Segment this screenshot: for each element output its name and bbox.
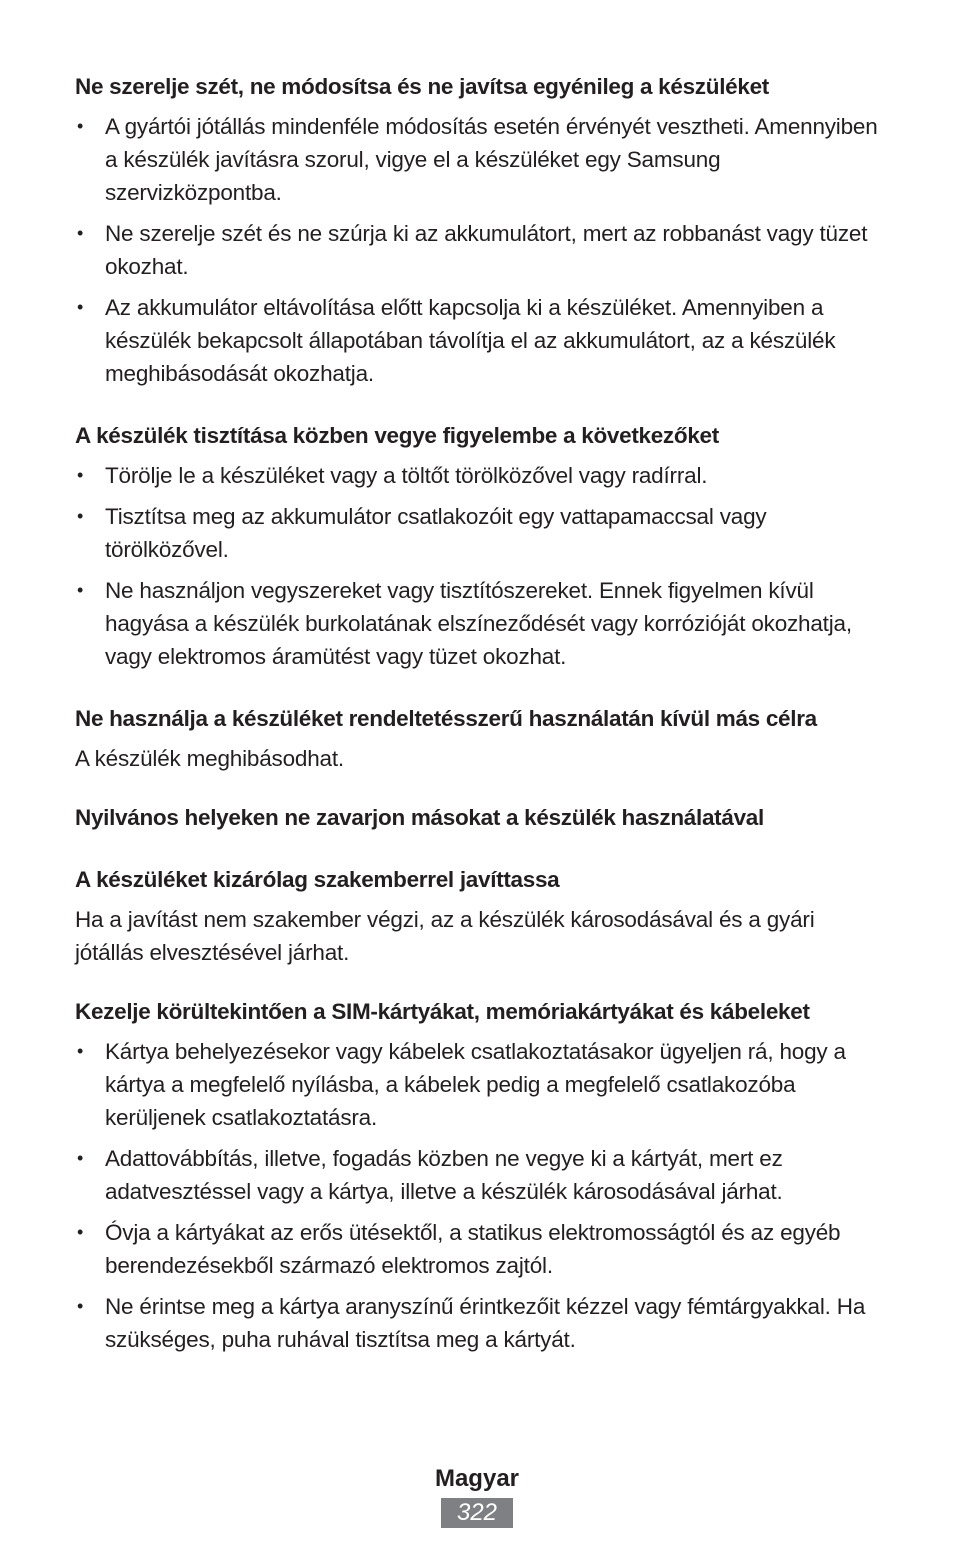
list-item [75, 291, 883, 390]
list-item [75, 459, 883, 492]
list-item [75, 500, 883, 566]
list-item-text: Adattovábbítás, illetve, fogadás közben ne vegye ki a kártyát, mert ez adatvesztéssel vagy a kártya, illetve a készülék károsodásával járhat. [105, 1146, 783, 1204]
list-item-text: Ne érintse meg a kártya aranyszínű érintkezőit kézzel vagy fémtárgyakkal. Ha szükséges, puha ruhával tisztítsa meg a kártyát. [105, 1294, 866, 1352]
list-item [75, 1142, 883, 1208]
list-item [75, 1035, 883, 1134]
section-heading: Ne használja a készüléket rendeltetésszerű használatán kívül más célra [75, 706, 817, 731]
section-intended-use [75, 702, 883, 775]
bullet-list [75, 110, 883, 390]
bullet-icon: • [76, 1296, 84, 1316]
section-heading: Nyilvános helyeken ne zavarjon másokat a készülék használatával [75, 805, 764, 830]
bullet-icon: • [76, 1222, 84, 1242]
section-cleaning [75, 419, 883, 673]
section-paragraph: A készülék meghibásodhat. [75, 746, 344, 771]
section-paragraph: Ha a javítást nem szakember végzi, az a készülék károsodásával és a gyári jótállás elvesztésével járhat. [75, 907, 815, 965]
section-heading: Ne szerelje szét, ne módosítsa és ne javítsa egyénileg a készüléket [75, 74, 769, 99]
section-heading: A készüléket kizárólag szakemberrel javíttassa [75, 867, 560, 892]
section-heading: A készülék tisztítása közben vegye figyelembe a következőket [75, 423, 719, 448]
bullet-icon: • [76, 223, 84, 243]
bullet-icon: • [76, 1148, 84, 1168]
list-item-text: Ne szerelje szét és ne szúrja ki az akkumulátort, mert az robbanást vagy tüzet okozhat. [105, 221, 868, 279]
list-item [75, 1216, 883, 1282]
section-disassembly [75, 70, 883, 390]
list-item [75, 574, 883, 673]
list-item-text: Az akkumulátor eltávolítása előtt kapcsolja ki a készüléket. Amennyiben a készülék bekapcsolt állapotában távolítja el az akkumulátort, az a készülék meghibásodását okozhatja. [105, 295, 836, 386]
list-item [75, 110, 883, 209]
section-heading: Kezelje körültekintően a SIM-kártyákat, memóriakártyákat és kábeleket [75, 999, 810, 1024]
section-sim-cards [75, 995, 883, 1356]
bullet-icon: • [76, 297, 84, 317]
list-item-text: Tisztítsa meg az akkumulátor csatlakozóit egy vattapamaccsal vagy törölközővel. [105, 504, 767, 562]
bullet-list [75, 459, 883, 673]
bullet-icon: • [76, 1041, 84, 1061]
list-item-text: Törölje le a készüléket vagy a töltőt törölközővel vagy radírral. [105, 463, 708, 488]
list-item-text: A gyártói jótállás mindenféle módosítás esetén érvényét vesztheti. Amennyiben a készülék javításra szorul, vigye el a készüléket egy Samsung szervizközpontba. [105, 114, 878, 205]
page-number: 322 [441, 1498, 513, 1528]
footer-language: Magyar [434, 1465, 520, 1492]
bullet-icon: • [76, 116, 84, 136]
section-repair [75, 863, 883, 969]
section-public-places [75, 801, 883, 834]
page-footer [0, 1462, 954, 1528]
list-item [75, 217, 883, 283]
bullet-icon: • [76, 506, 84, 526]
list-item-text: Ne használjon vegyszereket vagy tisztítószereket. Ennek figyelmen kívül hagyása a készülék burkolatának elszíneződését vagy korrózióját okozhatja, vagy elektromos áramütést vagy tüzet okozhat. [105, 578, 852, 669]
bullet-icon: • [76, 465, 84, 485]
bullet-list [75, 1035, 883, 1356]
list-item-text: Kártya behelyezésekor vagy kábelek csatlakoztatásakor ügyeljen rá, hogy a kártya a megfelelő nyílásba, a kábelek pedig a megfelelő csatlakozóba kerüljenek csatlakoztatásra. [105, 1039, 846, 1130]
page-content [75, 70, 883, 1364]
list-item [75, 1290, 883, 1356]
bullet-icon: • [76, 580, 84, 600]
list-item-text: Óvja a kártyákat az erős ütésektől, a statikus elektromosságtól és az egyéb berendezésekből származó elektromos zajtól. [105, 1220, 841, 1278]
